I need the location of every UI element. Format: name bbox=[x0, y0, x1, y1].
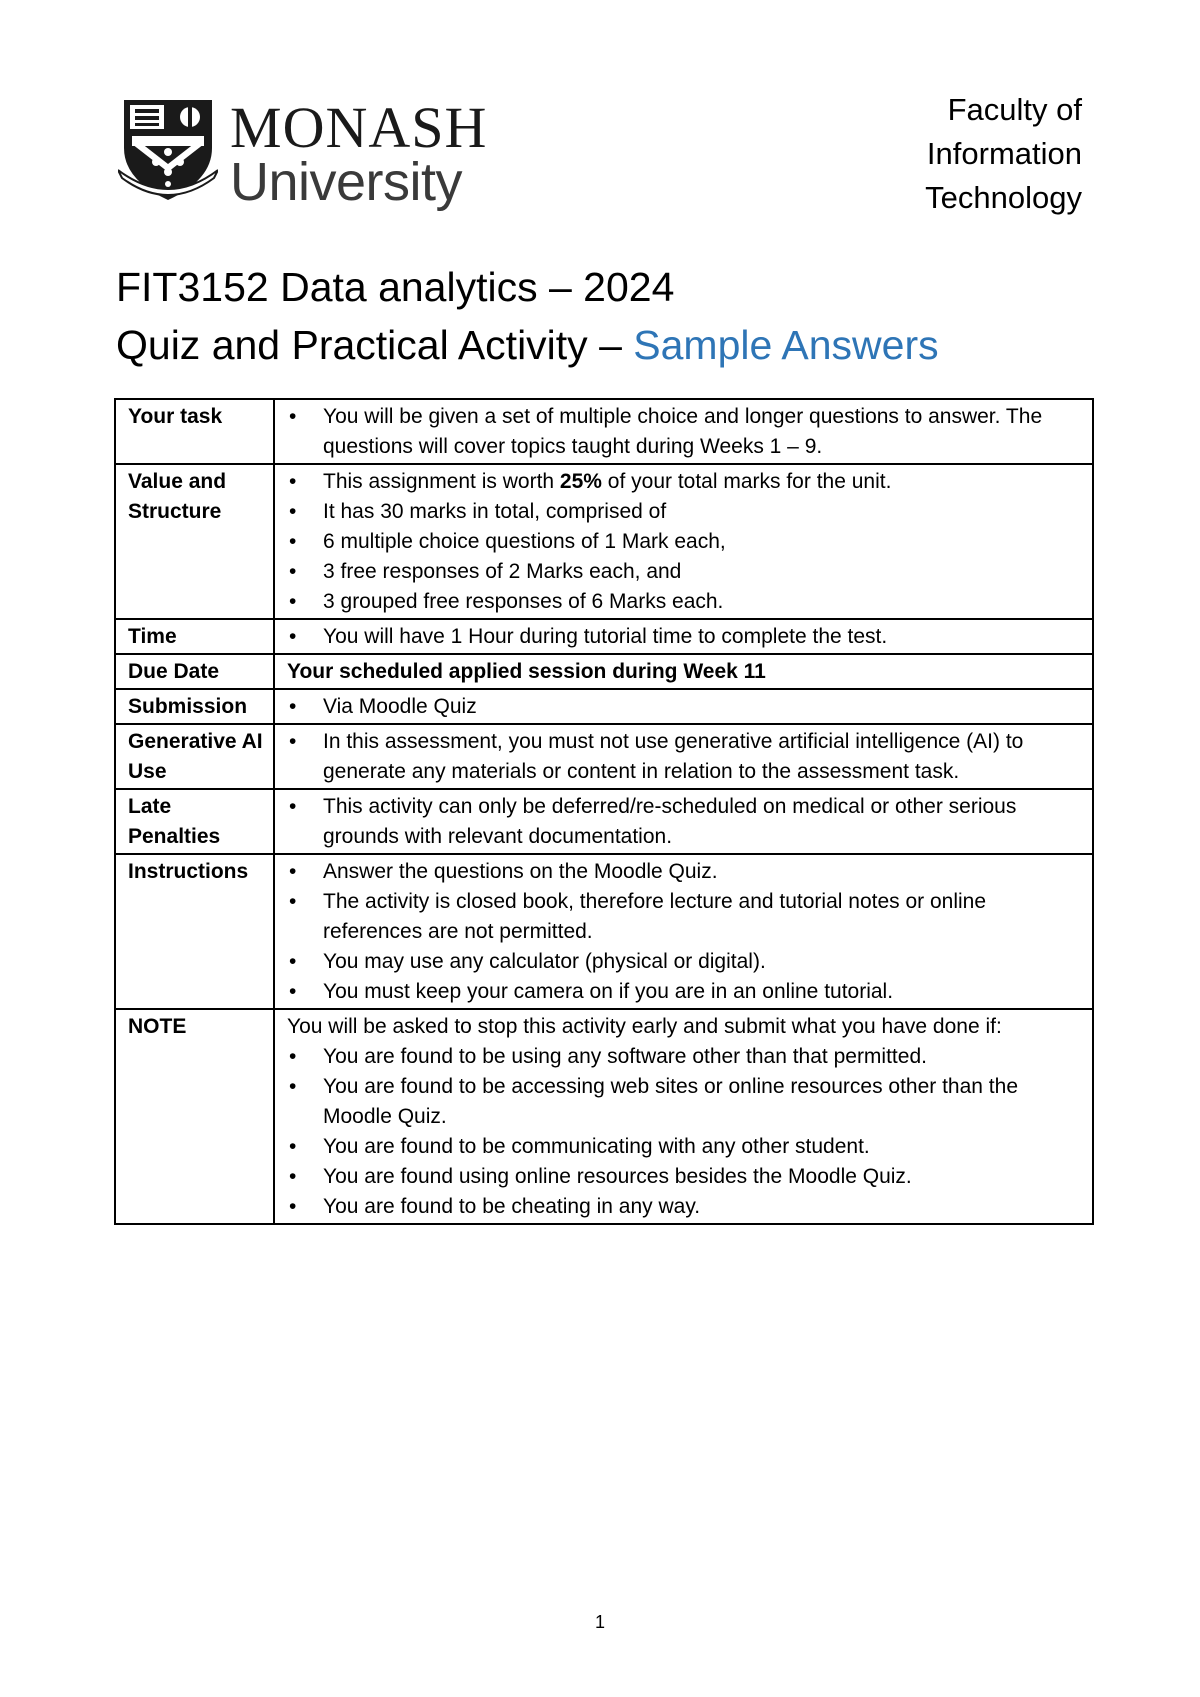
table-row bbox=[115, 689, 1093, 724]
title-line-2 bbox=[116, 316, 939, 374]
assessment-info-table bbox=[114, 398, 1094, 1225]
faculty-line-3: Technology bbox=[925, 180, 1082, 215]
logo-wordmark-monash: MONASH bbox=[230, 95, 488, 160]
document-title bbox=[116, 258, 939, 374]
list-item: • Via Moodle Quiz bbox=[287, 692, 1082, 722]
logo-wordmark-university: University bbox=[230, 152, 463, 212]
list-item: • You are found to be communicating with any other student. bbox=[287, 1132, 1082, 1162]
row-label: Your task bbox=[115, 399, 274, 464]
list-item bbox=[287, 467, 1082, 497]
faculty-name bbox=[822, 88, 1082, 220]
title-line-1: FIT3152 Data analytics – 2024 bbox=[116, 264, 675, 310]
row-content bbox=[274, 399, 1093, 464]
list-item: • You may use any calculator (physical or digital). bbox=[287, 947, 1082, 977]
list-item: • Answer the questions on the Moodle Quiz. bbox=[287, 857, 1082, 887]
list-item: • You must keep your camera on if you are in an online tutorial. bbox=[287, 977, 1082, 1007]
text-fragment: This assignment is worth bbox=[323, 470, 560, 493]
table-row bbox=[115, 399, 1093, 464]
faculty-line-1: Faculty of bbox=[947, 92, 1082, 127]
row-content bbox=[274, 789, 1093, 854]
list-item: • You are found to be cheating in any way. bbox=[287, 1192, 1082, 1222]
row-content bbox=[274, 724, 1093, 789]
monash-university-logo bbox=[118, 96, 488, 211]
table-row bbox=[115, 724, 1093, 789]
list-item: • 3 free responses of 2 Marks each, and bbox=[287, 557, 1082, 587]
list-item: • You are found to be using any software other than that permitted. bbox=[287, 1042, 1082, 1072]
row-content bbox=[274, 689, 1093, 724]
table-row bbox=[115, 619, 1093, 654]
table-row bbox=[115, 464, 1093, 619]
page-number: 1 bbox=[594, 1612, 605, 1632]
list-item: • You will be given a set of multiple choice and longer questions to answer. The questions will cover topics taught during Weeks 1 – 9. bbox=[287, 402, 1082, 462]
row-label: Submission bbox=[115, 689, 274, 724]
list-item: • The activity is closed book, therefore lecture and tutorial notes or online references are not permitted. bbox=[287, 887, 1082, 947]
title-line-2-accent: Sample Answers bbox=[633, 322, 939, 368]
table-row bbox=[115, 789, 1093, 854]
text-fragment: of your total marks for the unit. bbox=[601, 470, 892, 493]
row-label: NOTE bbox=[115, 1009, 274, 1224]
row-content bbox=[274, 1009, 1093, 1224]
table-row bbox=[115, 654, 1093, 689]
list-item: • You are found to be accessing web sites or online resources other than the Moodle Quiz. bbox=[287, 1072, 1082, 1132]
row-label: Late Penalties bbox=[115, 789, 274, 854]
list-item: • You will have 1 Hour during tutorial time to complete the test. bbox=[287, 622, 1082, 652]
row-content bbox=[274, 464, 1093, 619]
title-line-2-main: Quiz and Practical Activity – bbox=[116, 322, 634, 368]
list-item: • In this assessment, you must not use generative artificial intelligence (AI) to generate any materials or content in relation to the assessment task. bbox=[287, 727, 1082, 787]
row-label: Time bbox=[115, 619, 274, 654]
faculty-line-2: Information bbox=[926, 136, 1082, 171]
row-label: Instructions bbox=[115, 854, 274, 1009]
note-intro: You will be asked to stop this activity early and submit what you have done if: bbox=[287, 1015, 1002, 1038]
list-item: • It has 30 marks in total, comprised of bbox=[287, 497, 1082, 527]
table-row bbox=[115, 854, 1093, 1009]
row-label: Value and Structure bbox=[115, 464, 274, 619]
row-content bbox=[274, 619, 1093, 654]
list-item: • This activity can only be deferred/re-scheduled on medical or other serious grounds with relevant documentation. bbox=[287, 792, 1082, 852]
list-item: • 6 multiple choice questions of 1 Mark each, bbox=[287, 527, 1082, 557]
table-row bbox=[115, 1009, 1093, 1224]
list-item: • You are found using online resources besides the Moodle Quiz. bbox=[287, 1162, 1082, 1192]
monash-crest-icon bbox=[118, 96, 218, 206]
row-content bbox=[274, 854, 1093, 1009]
row-label: Generative AI Use bbox=[115, 724, 274, 789]
list-item: • 3 grouped free responses of 6 Marks each. bbox=[287, 587, 1082, 617]
due-date-value: Your scheduled applied session during Week 11 bbox=[274, 654, 1093, 689]
text-fragment-bold: 25% bbox=[559, 470, 602, 493]
row-label: Due Date bbox=[115, 654, 274, 689]
